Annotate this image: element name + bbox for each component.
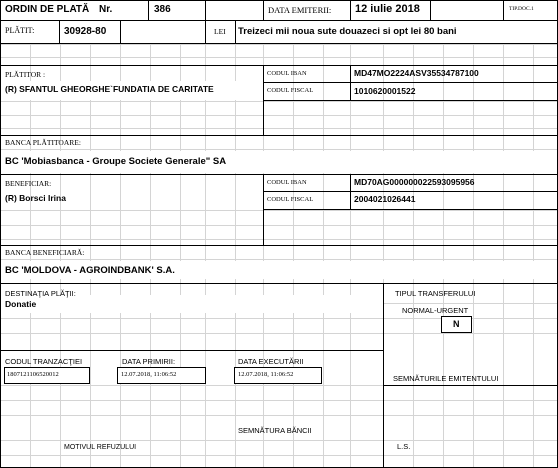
beneficiary-name: (R) Borsci Irina [5, 193, 66, 203]
receive-date-value: 12.07.2018, 11:06:52 [121, 371, 177, 378]
issue-date-label: DATA EMITERII: [268, 5, 332, 15]
payment-purpose-value: Donatie [5, 299, 37, 309]
payer-fiscal-code: 1010620001522 [354, 86, 416, 96]
transfer-type-option: NORMAL-URGENT [402, 306, 469, 315]
form-code: TIP.DOC.1 [509, 6, 534, 12]
payer-iban: MD47MO2224ASV35534787100 [354, 68, 479, 78]
number-label: Nr. [99, 4, 113, 15]
execution-date-value: 12.07.2018, 11:06:52 [238, 371, 294, 378]
payer-fiscal-label: CODUL FISCAL [267, 87, 314, 94]
execution-date-box [234, 367, 322, 384]
amount-in-words: Treizeci mii noua sute douazeci si opt lei 80 bani [238, 26, 457, 37]
beneficiary-iban-label: CODUL IBAN [267, 179, 307, 186]
amount-value: 30928-80 [64, 26, 107, 37]
transfer-type-label: TIPUL TRANSFERULUI [395, 289, 476, 298]
beneficiary-fiscal-label: CODUL FISCAL [267, 196, 314, 203]
beneficiary-label: BENEFICIAR: [5, 179, 52, 188]
payer-label: PLĂTITOR : [5, 70, 46, 79]
beneficiary-iban: MD70AG000000022593095956 [354, 177, 475, 187]
number-value: 386 [154, 4, 171, 15]
transfer-type-box [441, 316, 472, 333]
currency-label: LEI [214, 27, 226, 36]
seal-label: L.S. [397, 442, 411, 451]
transfer-type-value: N [453, 319, 460, 329]
payer-bank-label: BANCA PLĂTITOARE: [5, 138, 81, 147]
beneficiary-fiscal-code: 2004021026441 [354, 194, 416, 204]
payer-bank-name: BC 'Mobiasbanca - Groupe Societe Generale" SA [5, 156, 227, 167]
amount-label: PLĂTIT: [5, 26, 35, 35]
transaction-code-value: 1807121106520012 [7, 371, 59, 378]
transaction-code-label: CODUL TRANZACŢIEI [5, 357, 83, 366]
payer-iban-label: CODUL IBAN [267, 70, 307, 77]
bank-signature-label: SEMNĂTURA BĂNCII [238, 426, 312, 435]
execution-date-label: DATA EXECUTĂRII [238, 357, 304, 366]
receive-date-box [117, 367, 206, 384]
beneficiary-bank-label: BANCA BENEFICIARĂ: [5, 248, 85, 257]
transaction-code-box [4, 367, 90, 384]
payer-name: (R) SFANTUL GHEORGHE`FUNDATIA DE CARITATE [5, 84, 214, 94]
issuer-signatures-label: SEMNĂTURILE EMITENTULUI [393, 374, 499, 383]
receive-date-label: DATA PRIMIRII: [122, 357, 176, 366]
refusal-reason-label: MOTIVUL REFUZULUI [64, 444, 137, 451]
payment-purpose-label: DESTINAŢIA PLĂŢII: [5, 289, 76, 298]
beneficiary-bank-name: BC 'MOLDOVA - AGROINDBANK' S.A. [5, 265, 175, 276]
issue-date-value: 12 iulie 2018 [355, 3, 420, 15]
form-title: ORDIN DE PLATĂ [5, 4, 90, 15]
